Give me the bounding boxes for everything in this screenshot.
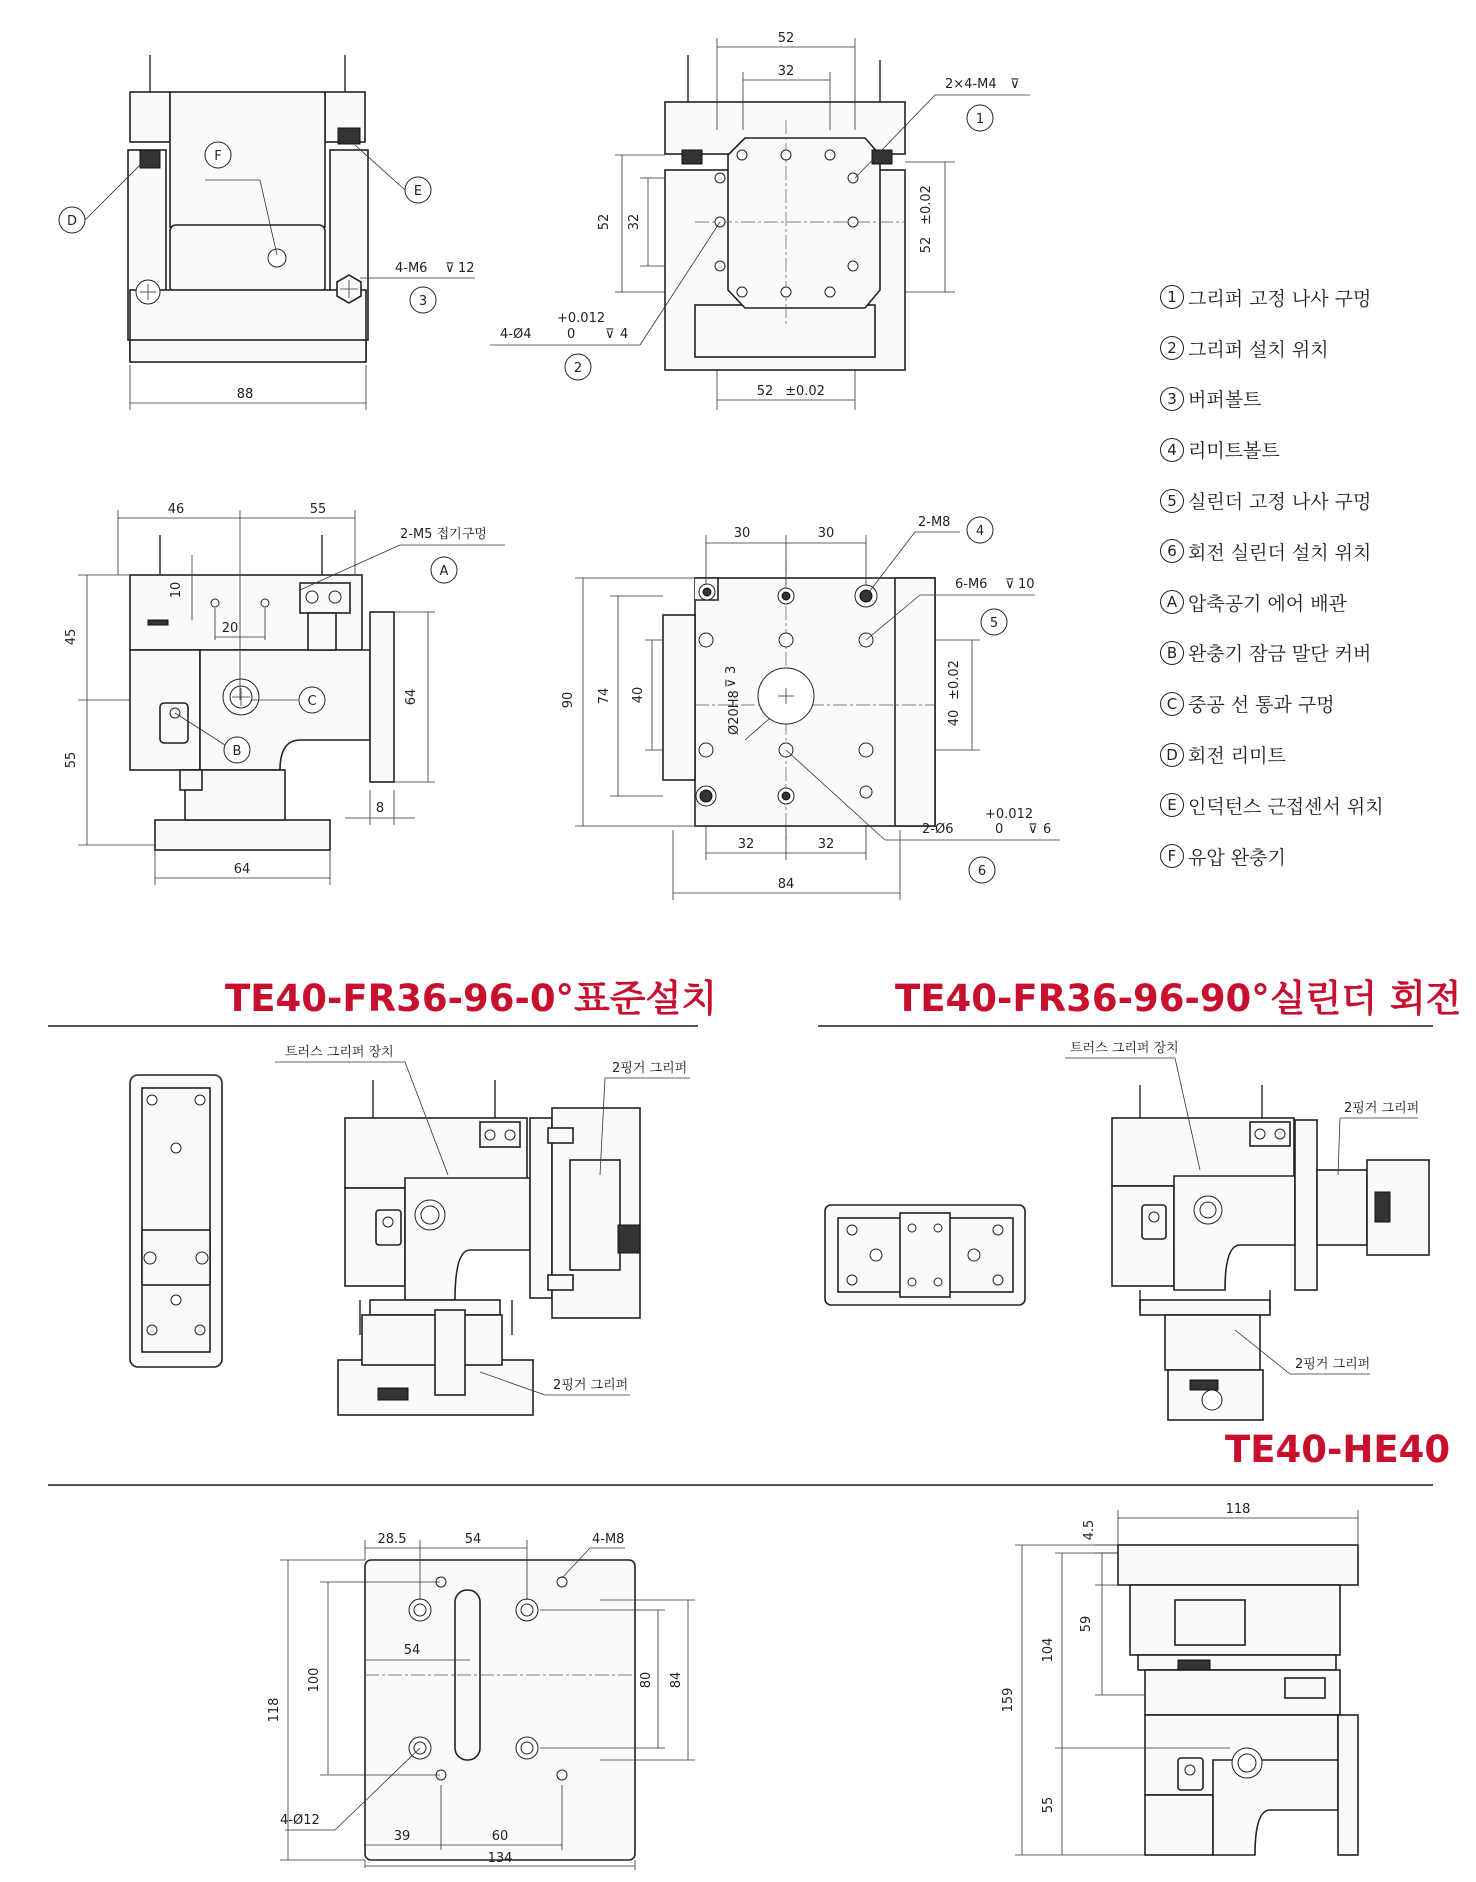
dim-54-mid: 54	[403, 1643, 421, 1658]
callout-6-tol-up: +0.012	[985, 807, 1034, 822]
callout-2-m8: 2-M8	[918, 515, 951, 530]
mark-1: 1	[975, 112, 985, 127]
legend-item	[1160, 323, 1460, 374]
bore-label: Ø20H8	[727, 690, 742, 735]
legend-mark: D	[1160, 743, 1184, 767]
side-view	[64, 502, 505, 885]
dim-52-bottom: 52	[756, 384, 774, 399]
label-2finger-bottom: 2핑거 그리퍼	[553, 1378, 629, 1393]
legend-text: 리미트볼트	[1188, 440, 1280, 463]
dim-52-left: 52	[597, 213, 612, 231]
legend-text: 유압 완충기	[1188, 846, 1286, 869]
mark-3: 3	[418, 294, 428, 309]
assembly-left	[130, 1044, 690, 1415]
dim-10: 10	[169, 581, 184, 599]
dim-52-top: 52	[777, 31, 795, 46]
dim-59: 59	[1079, 1615, 1094, 1633]
legend-text: 그리퍼 설치 위치	[1188, 338, 1329, 361]
legend-item	[1160, 424, 1460, 475]
bore-depth: 3	[724, 665, 739, 674]
callout-4-phi4: 4-Ø4	[500, 327, 532, 342]
label-2finger-bottom-r: 2핑거 그리퍼	[1295, 1357, 1371, 1372]
dim-134: 134	[487, 1851, 513, 1866]
callout-5-depth: 10	[1018, 577, 1035, 592]
divider-left	[48, 1025, 698, 1027]
legend-text: 인덕턴스 근접센서 위치	[1188, 795, 1384, 818]
legend-text: 중공 선 통과 구멍	[1188, 694, 1335, 717]
legend-item	[1160, 628, 1460, 679]
dim-32-top: 32	[777, 64, 795, 79]
label-truss-gripper: 트러스 그리퍼 장치	[285, 1045, 394, 1060]
legend-item	[1160, 831, 1460, 882]
he40-plate	[267, 1532, 695, 1870]
mark-b: B	[232, 744, 242, 759]
dim-84: 84	[777, 877, 795, 892]
plate-view	[561, 515, 1060, 900]
legend-mark: 4	[1160, 438, 1184, 462]
dim-74: 74	[597, 687, 612, 705]
mark-f: F	[214, 149, 222, 164]
depth-symbol: ⊽	[445, 261, 455, 276]
legend-mark: 2	[1160, 336, 1184, 360]
mark-2: 2	[573, 361, 583, 376]
legend	[1160, 272, 1460, 882]
legend-mark: E	[1160, 793, 1184, 817]
dim-88: 88	[236, 387, 254, 402]
dim-30a: 30	[733, 526, 751, 541]
callout-2x4-m4: 2×4-M4	[945, 77, 997, 92]
legend-mark: 6	[1160, 539, 1184, 563]
legend-text: 압축공기 에어 배관	[1188, 592, 1347, 615]
callout-4-m6: 4-M6	[395, 261, 428, 276]
dim-8: 8	[375, 801, 385, 816]
dim-55-side: 55	[1041, 1796, 1056, 1814]
dim-40-right: 40	[947, 709, 962, 727]
legend-item	[1160, 780, 1460, 831]
legend-mark: 1	[1160, 285, 1184, 309]
legend-text: 회전 실린더 설치 위치	[1188, 541, 1372, 564]
dim-32-left: 32	[627, 213, 642, 231]
dim-118: 118	[267, 1697, 282, 1723]
dim-104: 104	[1041, 1637, 1056, 1663]
legend-text: 실린더 고정 나사 구멍	[1188, 491, 1372, 514]
legend-mark: 3	[1160, 387, 1184, 411]
dim-118-side: 118	[1225, 1502, 1251, 1517]
dim-32a: 32	[737, 837, 755, 852]
callout-2-tol-up: +0.012	[557, 311, 606, 326]
he40-side	[1001, 1502, 1358, 1855]
dim-52-right: 52	[919, 236, 934, 254]
legend-text: 그리퍼 고정 나사 구멍	[1188, 287, 1372, 310]
dim-159: 159	[1001, 1687, 1016, 1713]
callout-2-tol-dn: 0	[567, 327, 576, 342]
he40-callout-4-phi12: 4-Ø12	[280, 1813, 320, 1828]
dim-54-top: 54	[464, 1532, 482, 1547]
legend-item	[1160, 272, 1460, 323]
callout-6-depth: 6	[1043, 822, 1052, 837]
legend-item	[1160, 475, 1460, 526]
legend-text: 버퍼볼트	[1188, 389, 1262, 412]
callout-2-m5: 2-M5 접기구멍	[400, 527, 487, 542]
legend-mark: B	[1160, 641, 1184, 665]
depth-symbol: ⊽	[1010, 77, 1020, 92]
mark-c: C	[307, 694, 317, 709]
dim-55-top: 55	[309, 502, 327, 517]
legend-mark: 5	[1160, 489, 1184, 513]
dim-20: 20	[221, 621, 239, 636]
dim-64-bottom: 64	[233, 862, 251, 877]
dim-100: 100	[307, 1667, 322, 1693]
assembly-right	[825, 1040, 1429, 1420]
callout-4-m6-depth: 12	[458, 261, 475, 276]
depth-symbol: ⊽	[605, 327, 615, 342]
depth-symbol: ⊽	[724, 678, 739, 688]
dim-64-right: 64	[404, 688, 419, 706]
top-view	[490, 31, 1030, 410]
mark-6: 6	[977, 864, 987, 879]
dim-60: 60	[491, 1829, 509, 1844]
callout-6-tol-dn: 0	[995, 822, 1004, 837]
dim-45: 45	[64, 628, 79, 646]
legend-item	[1160, 577, 1460, 628]
depth-symbol: ⊽	[1028, 822, 1038, 837]
legend-mark: C	[1160, 692, 1184, 716]
divider-bottom	[48, 1484, 1433, 1486]
tol-bottom: ±0.02	[785, 384, 825, 399]
tol-40-right: ±0.02	[947, 660, 962, 700]
title-left-model: TE40-FR36-96-0°표준설치	[225, 977, 718, 1020]
front-view	[59, 55, 475, 410]
legend-item	[1160, 729, 1460, 780]
dim-55-left: 55	[64, 751, 79, 769]
dim-32b: 32	[817, 837, 835, 852]
dim-84: 84	[669, 1671, 684, 1689]
dim-46: 46	[167, 502, 185, 517]
mark-a: A	[439, 564, 449, 579]
title-he40: TE40-HE40	[1225, 1428, 1451, 1471]
mark-4: 4	[975, 524, 985, 539]
he40-callout-4-m8: 4-M8	[592, 1532, 625, 1547]
callout-2-phi6: 2-Ø6	[922, 822, 954, 837]
dim-4-5: 4.5	[1082, 1519, 1097, 1541]
mark-5: 5	[989, 616, 999, 631]
legend-text: 완충기 잠금 말단 커버	[1188, 643, 1372, 666]
dim-90: 90	[561, 691, 576, 709]
legend-item	[1160, 374, 1460, 425]
title-right-model: TE40-FR36-96-90°실린더 회전	[895, 977, 1462, 1020]
dim-28-5: 28.5	[377, 1532, 407, 1547]
legend-mark: A	[1160, 590, 1184, 614]
divider-right	[818, 1025, 1433, 1027]
depth-symbol: ⊽	[1005, 577, 1015, 592]
legend-mark: F	[1160, 844, 1184, 868]
label-2finger-right-r: 2핑거 그리퍼	[1344, 1101, 1420, 1116]
dim-40-left: 40	[631, 686, 646, 704]
dim-80: 80	[639, 1671, 654, 1689]
dim-39: 39	[393, 1829, 411, 1844]
callout-6-m6: 6-M6	[955, 577, 988, 592]
mark-e: E	[413, 184, 423, 199]
callout-2-depth: 4	[620, 327, 629, 342]
mark-d: D	[66, 214, 78, 229]
legend-item	[1160, 678, 1460, 729]
dim-30b: 30	[817, 526, 835, 541]
legend-text: 회전 리미트	[1188, 745, 1286, 768]
label-2finger-right: 2핑거 그리퍼	[612, 1061, 688, 1076]
tol-right: ±0.02	[919, 185, 934, 225]
legend-item	[1160, 526, 1460, 577]
label-truss-gripper-r: 트러스 그리퍼 장치	[1070, 1041, 1179, 1056]
